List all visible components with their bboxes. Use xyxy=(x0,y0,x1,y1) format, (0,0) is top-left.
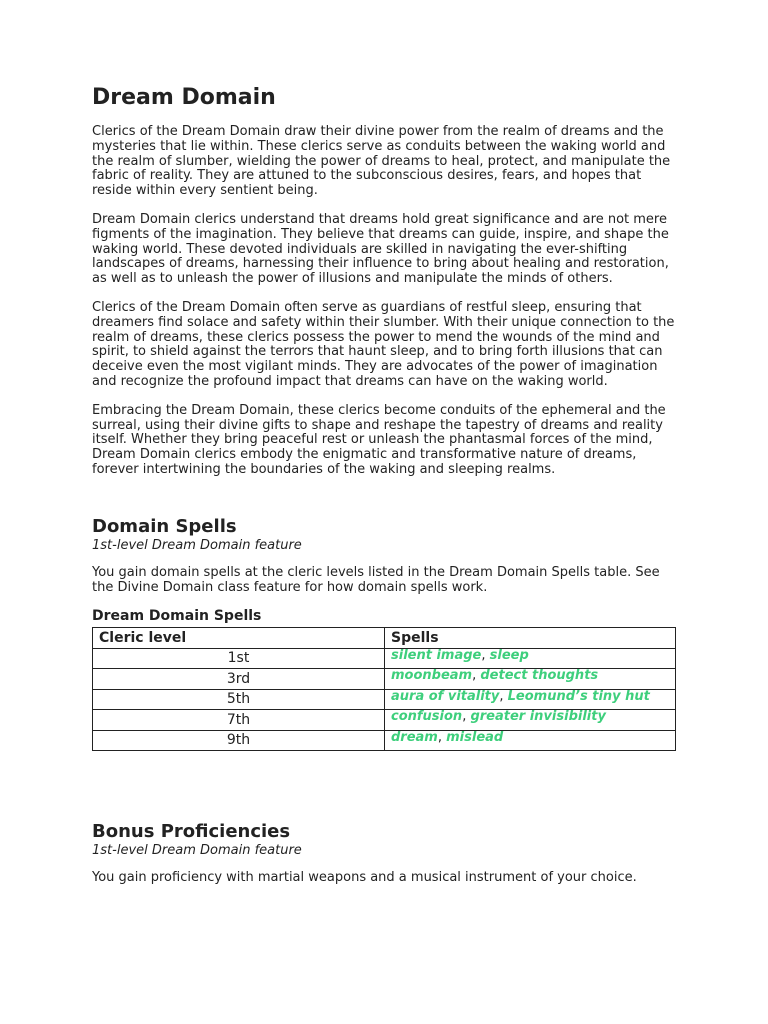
bonus-proficiencies-feature-note: 1st-level Dream Domain feature xyxy=(92,843,302,859)
domain-spells-text: You gain domain spells at the cleric levels listed in the Dream Domain Spells table. See the Divine Domain class feature for how domain spells work. xyxy=(92,564,660,595)
bonus-proficiencies-section xyxy=(92,821,676,886)
intro-paragraph: Clerics of the Dream Domain often serve as guardians of restful sleep, ensuring that dreamers find solace and safety within their slumber. With their unique connection to the realm of dreams, these clerics possess the power to mend the wounds of the mind and spirit, to shield against the terrors that haunt sleep, and to bring forth illusions that can deceive even the most vigilant minds. They are advocates of the power of imagination and recognize the profound impact that dreams can have on the waking world. xyxy=(92,299,675,389)
spell-link[interactable]: dream xyxy=(391,729,438,745)
header-cleric-level: Cleric level xyxy=(93,628,385,649)
header-spells: Spells xyxy=(385,628,676,649)
spells-cell xyxy=(385,710,676,731)
intro-paragraph: Dream Domain clerics understand that dreams hold great significance and are not mere figments of the imagination. They believe that dreams can guide, inspire, and shape the waking world. These devoted individuals are skilled in navigating the ever-shifting landscapes of dreams, harnessing their influence to bring about healing and restoration, as well as to unleash the power of illusions and manipulate the minds of others. xyxy=(92,211,669,287)
spell-link[interactable]: silent image xyxy=(391,647,482,663)
spell-separator: , xyxy=(499,688,508,704)
spell-separator: , xyxy=(462,709,471,725)
spells-cell xyxy=(385,669,676,690)
spell-link[interactable]: Leomund’s tiny hut xyxy=(507,688,650,704)
cleric-level-cell: 1st xyxy=(93,648,385,669)
bonus-proficiencies-text: You gain proficiency with martial weapons and a musical instrument of your choice. xyxy=(92,870,637,886)
document-page xyxy=(92,84,676,900)
spell-separator: , xyxy=(437,729,447,745)
table-row xyxy=(93,710,676,731)
table-row xyxy=(93,730,676,751)
spell-separator: , xyxy=(472,668,481,684)
table-header-row xyxy=(93,628,676,649)
spell-link[interactable]: detect thoughts xyxy=(480,668,599,684)
intro-paragraph: Clerics of the Dream Domain draw their divine power from the realm of dreams and the mysteries that lie within. These clerics serve as conduits between the waking world and the realm of slumber, wielding the power of dreams to heal, protect, and manipulate the fabric of reality. They are attuned to the subconscious desires, fears, and hopes that reside within every sentient being. xyxy=(92,124,671,199)
spell-link[interactable]: confusion xyxy=(391,709,463,725)
cleric-level-cell: 9th xyxy=(93,730,385,751)
spells-table-caption: Dream Domain Spells xyxy=(92,608,262,625)
cleric-level-cell: 3rd xyxy=(93,669,385,690)
spell-link[interactable]: sleep xyxy=(489,647,529,663)
spell-link[interactable]: greater invisibility xyxy=(470,709,606,725)
spells-cell xyxy=(385,730,676,751)
domain-spells-section xyxy=(92,516,676,752)
bonus-proficiencies-heading: Bonus Proficiencies xyxy=(92,821,291,843)
table-row xyxy=(93,669,676,690)
spell-link[interactable]: mislead xyxy=(446,729,504,745)
spell-link[interactable]: moonbeam xyxy=(391,668,473,684)
spell-link[interactable]: aura of vitality xyxy=(391,688,500,704)
spell-separator: , xyxy=(481,647,490,663)
table-row xyxy=(93,689,676,710)
domain-spells-heading: Domain Spells xyxy=(92,515,237,537)
spells-cell xyxy=(385,689,676,710)
domain-spells-feature-note: 1st-level Dream Domain feature xyxy=(92,537,302,553)
table-row xyxy=(93,648,676,669)
cleric-level-cell: 7th xyxy=(93,710,385,731)
spells-cell xyxy=(385,648,676,669)
dream-domain-spells-table xyxy=(92,627,676,751)
page-title: Dream Domain xyxy=(92,85,276,110)
intro-paragraph: Embracing the Dream Domain, these clerics become conduits of the ephemeral and the surreal, using their divine gifts to shape and reshape the tapestry of dreams and reality itself. Whether they bring peaceful rest or unleash the phantasmal forces of the mind, Dream Domain clerics embody the enigmatic and transformative nature of dreams, forever intertwining the boundaries of the waking and sleeping realms. xyxy=(92,402,666,477)
cleric-level-cell: 5th xyxy=(93,689,385,710)
